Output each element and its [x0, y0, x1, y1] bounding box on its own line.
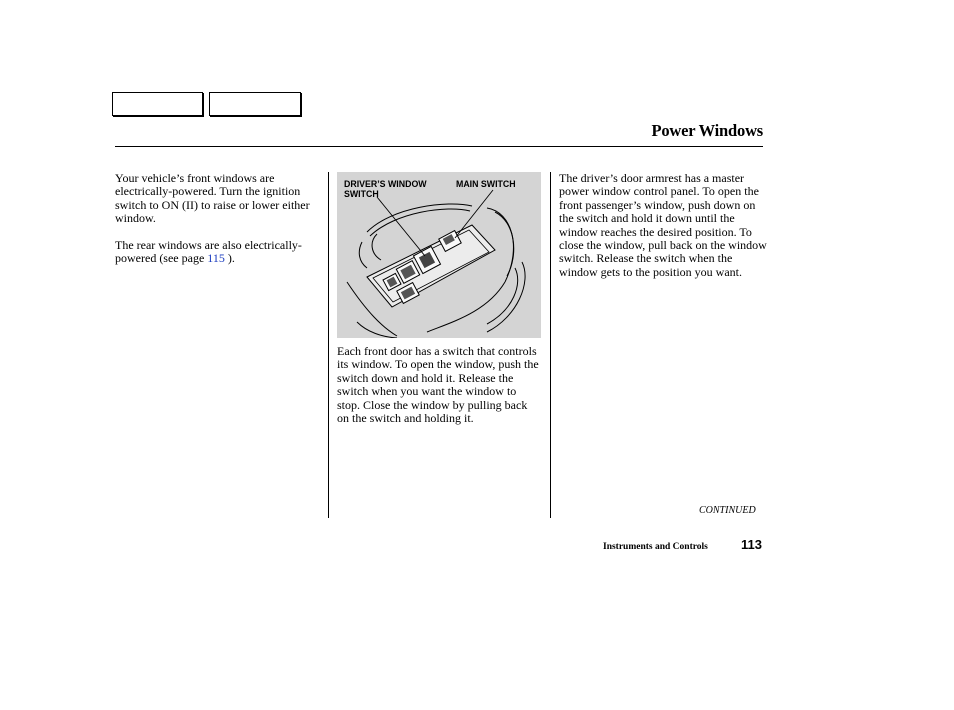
column-3 — [559, 172, 767, 279]
page-title: Power Windows — [651, 121, 763, 140]
column-divider-2 — [550, 172, 551, 518]
column-divider-1 — [328, 172, 329, 518]
page-115-link[interactable]: 115 — [207, 251, 225, 266]
master-panel-paragraph: The driver’s door armrest has a master power window control panel. To open the front passenger’s window, push down on the switch and hold it down until the window reaches the desired position. To close the window, pull back on the window switch. Release the switch when the window gets to the position you want. — [559, 171, 767, 279]
front-door-switch-paragraph: Each front door has a switch that controls its window. To open the window, push the switch down and hold it. Release the switch when you want the window to stop. Close the window by pulling back on the switch and holding it. — [337, 344, 539, 426]
nav-next-button[interactable] — [209, 92, 301, 116]
rear-windows-text: The rear windows are also electrically-powered (see page — [115, 237, 302, 266]
rear-windows-paragraph — [115, 239, 320, 266]
column-1 — [115, 172, 320, 265]
window-switch-illustration — [337, 172, 541, 338]
intro-paragraph: Your vehicle’s front windows are electrically-powered. Turn the ignition switch to ON (II) to raise or lower either window. — [115, 171, 310, 226]
title-divider — [115, 146, 763, 147]
driver-window-switch-callout: DRIVER’S WINDOW SWITCH — [344, 179, 427, 199]
column-2 — [337, 345, 542, 425]
main-switch-callout: MAIN SWITCH — [456, 179, 516, 189]
nav-prev-button[interactable] — [112, 92, 203, 116]
continued-label: CONTINUED — [699, 505, 756, 516]
page-number: 113 — [741, 537, 762, 552]
rear-windows-text-end: ). — [224, 251, 235, 266]
footer-section-label: Instruments and Controls — [603, 542, 708, 552]
